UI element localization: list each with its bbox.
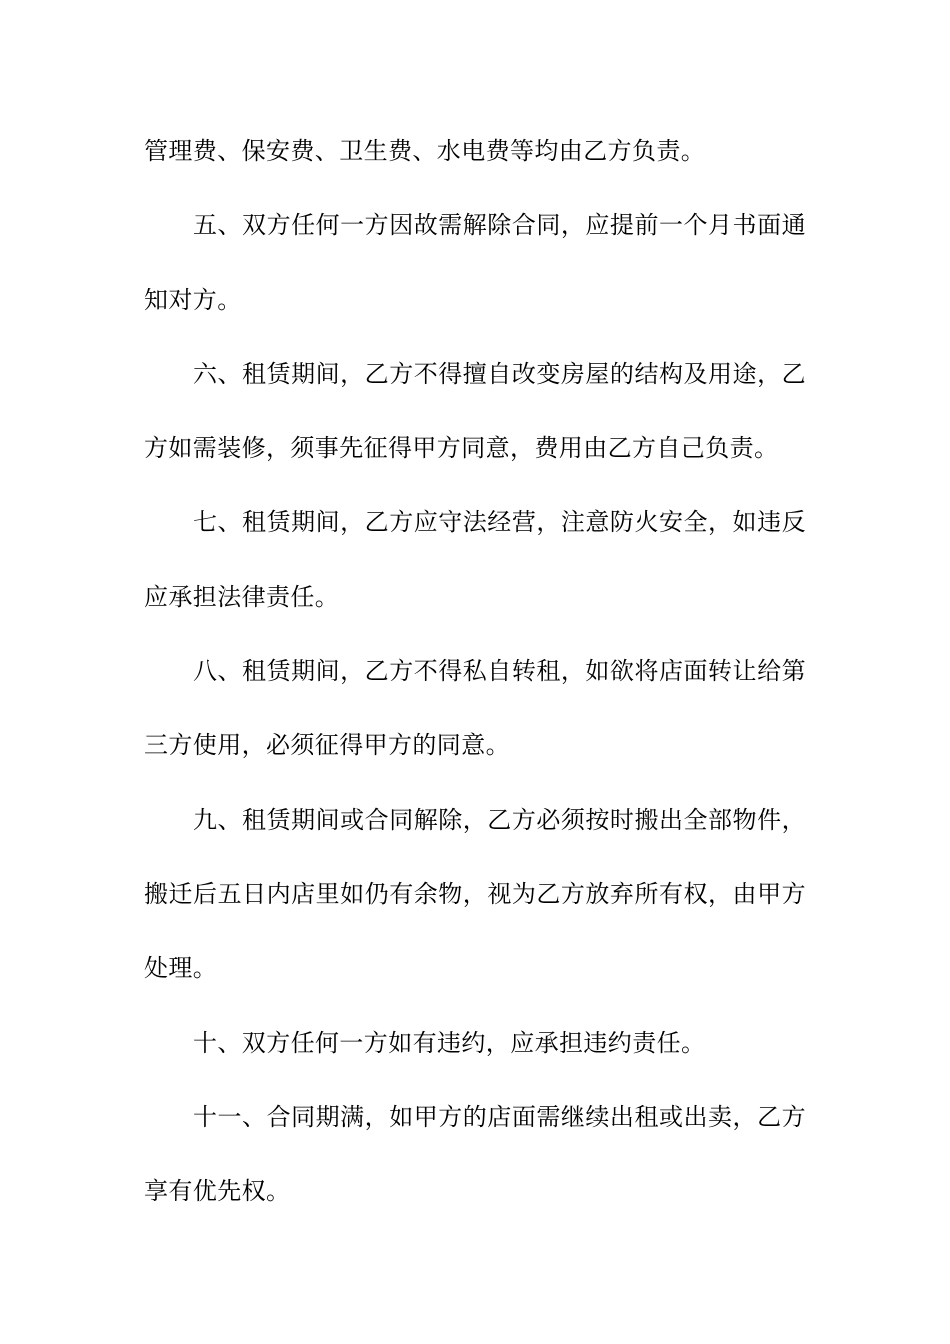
paragraph-clause-7: 七、租赁期间，乙方应守法经营，注意防火安全，如违反应承担法律责任。: [144, 508, 806, 611]
paragraph-clause-8: 八、租赁期间，乙方不得私自转租，如欲将店面转让给第三方使用，必须征得甲方的同意。: [144, 657, 806, 760]
paragraph-clause-9: 九、租赁期间或合同解除，乙方必须按时搬出全部物件，搬迁后五日内店里如仍有余物，视为乙方放弃所有权，由甲方处理。: [144, 805, 806, 983]
paragraph-clause-11: 十一、合同期满，如甲方的店面需继续出租或出卖，乙方享有优先权。: [144, 1102, 806, 1206]
paragraph-clause-10: 十、双方任何一方如有违约，应承担违约责任。: [193, 1028, 706, 1057]
paragraph-clause-5: 五、双方任何一方因故需解除合同，应提前一个月书面通知对方。: [144, 211, 806, 314]
paragraph-continuation: 管理费、保安费、卫生费、水电费等均由乙方负责。: [144, 137, 706, 165]
paragraph-clause-6: 六、租赁期间，乙方不得擅自改变房屋的结构及用途，乙方如需装修，须事先征得甲方同意，费用由乙方自己负责。: [144, 359, 806, 463]
document-body: [144, 114, 806, 1228]
